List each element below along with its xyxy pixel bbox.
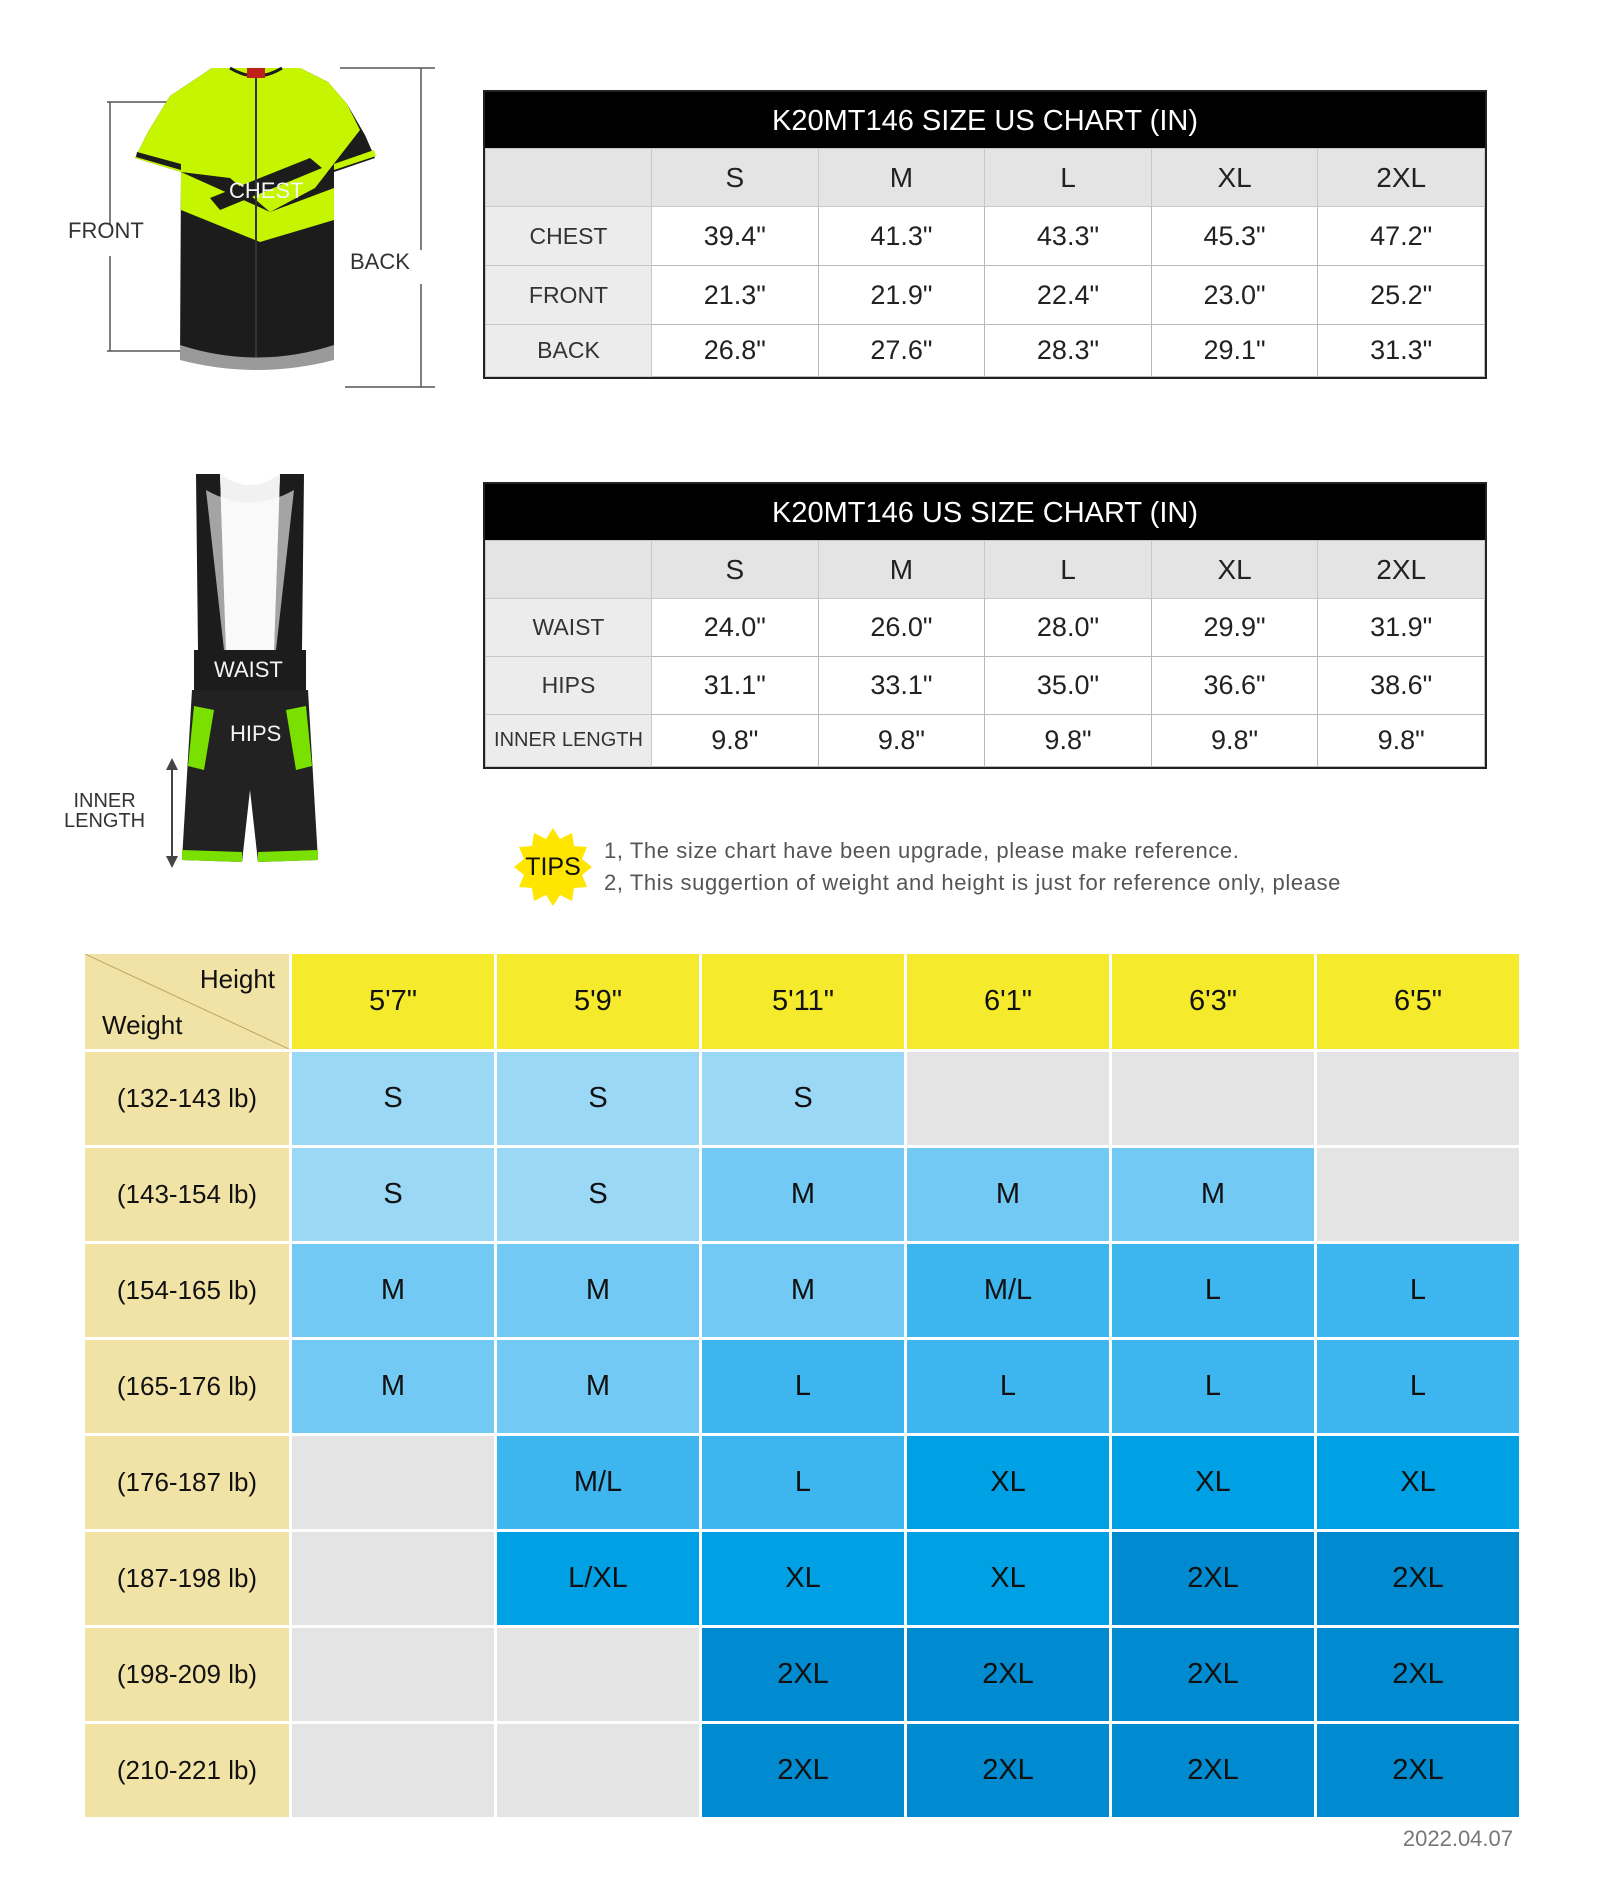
weight-range-label: (165-176 lb)	[85, 1340, 289, 1433]
size-header: M	[818, 541, 985, 599]
weight-height-size-grid	[85, 954, 1519, 1817]
size-cell: 2XL	[1112, 1628, 1314, 1721]
height-header: 5'7"	[292, 954, 494, 1049]
size-cell: L	[702, 1340, 904, 1433]
tip-line-1: 1, The size chart have been upgrade, please make reference.	[604, 838, 1240, 863]
table-cell: 29.1"	[1151, 325, 1318, 377]
tip-line-2: 2, This suggertion of weight and height is just for reference only, please	[604, 870, 1341, 895]
weight-range-label: (210-221 lb)	[85, 1724, 289, 1817]
size-cell: 2XL	[907, 1724, 1109, 1817]
weight-range-label: (154-165 lb)	[85, 1244, 289, 1337]
inner-label-line1: INNER	[73, 790, 136, 812]
table-cell: 21.3"	[652, 266, 819, 325]
table-cell: 31.3"	[1318, 325, 1485, 377]
back-label: BACK	[350, 249, 410, 274]
table-cell: 23.0"	[1151, 266, 1318, 325]
size-cell: 2XL	[1317, 1724, 1519, 1817]
table-cell: 43.3"	[985, 207, 1152, 266]
size-header: XL	[1151, 149, 1318, 207]
table-cell: 21.9"	[818, 266, 985, 325]
size-header: S	[652, 149, 819, 207]
jersey-table-title: K20MT146 SIZE US CHART (IN)	[485, 92, 1485, 148]
row-label-back: BACK	[486, 325, 652, 377]
size-cell: 2XL	[1317, 1628, 1519, 1721]
weight-range-label: (176-187 lb)	[85, 1436, 289, 1529]
size-cell: 2XL	[702, 1628, 904, 1721]
front-label: FRONT	[68, 218, 144, 243]
inner-label-line2: LENGTH	[64, 810, 146, 832]
row-label-inner-length: INNER LENGTH	[486, 715, 652, 767]
waist-label: WAIST	[214, 657, 283, 682]
bib-size-table	[483, 482, 1487, 769]
size-header: L	[985, 541, 1152, 599]
size-cell	[292, 1628, 494, 1721]
row-label-front: FRONT	[486, 266, 652, 325]
size-cell: S	[292, 1052, 494, 1145]
table-cell: 26.8"	[652, 325, 819, 377]
table-cell: 41.3"	[818, 207, 985, 266]
table-cell: 29.9"	[1151, 599, 1318, 657]
table-cell: 9.8"	[985, 715, 1152, 767]
size-cell: 2XL	[1317, 1532, 1519, 1625]
table-cell: 31.1"	[652, 657, 819, 715]
size-cell: 2XL	[1112, 1532, 1314, 1625]
table-corner-cell	[486, 149, 652, 207]
weight-range-label: (143-154 lb)	[85, 1148, 289, 1241]
size-cell: S	[292, 1148, 494, 1241]
size-cell: M/L	[907, 1244, 1109, 1337]
row-label-waist: WAIST	[486, 599, 652, 657]
table-cell: 9.8"	[652, 715, 819, 767]
table-cell: 26.0"	[818, 599, 985, 657]
table-cell: 45.3"	[1151, 207, 1318, 266]
size-cell	[1112, 1052, 1314, 1145]
size-cell: L	[1317, 1244, 1519, 1337]
size-cell: XL	[702, 1532, 904, 1625]
size-cell: M	[292, 1340, 494, 1433]
size-cell: L	[1112, 1244, 1314, 1337]
table-cell: 39.4"	[652, 207, 819, 266]
table-cell: 35.0"	[985, 657, 1152, 715]
size-cell: M	[1112, 1148, 1314, 1241]
size-cell: M	[907, 1148, 1109, 1241]
height-axis-label: Height	[199, 964, 275, 994]
table-cell: 28.3"	[985, 325, 1152, 377]
chest-label: CHEST	[229, 178, 304, 203]
size-cell	[497, 1724, 699, 1817]
chart-date: 2022.04.07	[1402, 1826, 1513, 1851]
table-corner-cell	[486, 541, 652, 599]
table-cell: 24.0"	[652, 599, 819, 657]
table-cell: 27.6"	[818, 325, 985, 377]
hips-label: HIPS	[230, 721, 282, 746]
jersey-size-table	[483, 90, 1487, 379]
tips-badge-text: TIPS	[525, 853, 581, 881]
inner-length-label	[64, 791, 145, 831]
size-cell	[292, 1532, 494, 1625]
size-cell: S	[497, 1148, 699, 1241]
weight-axis-label: Weight	[102, 1010, 183, 1040]
size-cell	[1317, 1148, 1519, 1241]
table-cell: 9.8"	[818, 715, 985, 767]
height-header: 6'5"	[1317, 954, 1519, 1049]
table-cell: 9.8"	[1318, 715, 1485, 767]
size-cell	[497, 1628, 699, 1721]
size-cell: M/L	[497, 1436, 699, 1529]
size-cell: 2XL	[907, 1628, 1109, 1721]
size-header: M	[818, 149, 985, 207]
size-cell: S	[702, 1052, 904, 1145]
table-cell: 28.0"	[985, 599, 1152, 657]
table-cell: 22.4"	[985, 266, 1152, 325]
size-cell: L	[1317, 1340, 1519, 1433]
size-cell: M	[702, 1148, 904, 1241]
table-cell: 31.9"	[1318, 599, 1485, 657]
height-header: 6'3"	[1112, 954, 1314, 1049]
grid-corner	[85, 954, 289, 1049]
row-label-hips: HIPS	[486, 657, 652, 715]
table-cell: 38.6"	[1318, 657, 1485, 715]
size-cell: M	[702, 1244, 904, 1337]
size-cell: L	[907, 1340, 1109, 1433]
size-header: 2XL	[1318, 149, 1485, 207]
row-label-chest: CHEST	[486, 207, 652, 266]
size-header: S	[652, 541, 819, 599]
bib-table-title: K20MT146 US SIZE CHART (IN)	[485, 484, 1485, 540]
table-cell: 36.6"	[1151, 657, 1318, 715]
size-cell: 2XL	[1112, 1724, 1314, 1817]
table-cell: 25.2"	[1318, 266, 1485, 325]
size-cell: L	[702, 1436, 904, 1529]
size-cell: L	[1112, 1340, 1314, 1433]
tips-badge-icon	[514, 828, 592, 906]
size-header: XL	[1151, 541, 1318, 599]
height-header: 6'1"	[907, 954, 1109, 1049]
size-cell: M	[497, 1340, 699, 1433]
size-cell: XL	[907, 1532, 1109, 1625]
size-cell	[907, 1052, 1109, 1145]
size-cell	[292, 1436, 494, 1529]
table-cell: 9.8"	[1151, 715, 1318, 767]
size-cell: M	[292, 1244, 494, 1337]
size-header: L	[985, 149, 1152, 207]
height-header: 5'11"	[702, 954, 904, 1049]
size-cell: S	[497, 1052, 699, 1145]
table-cell: 33.1"	[818, 657, 985, 715]
weight-range-label: (198-209 lb)	[85, 1628, 289, 1721]
size-cell	[292, 1724, 494, 1817]
height-header: 5'9"	[497, 954, 699, 1049]
weight-range-label: (132-143 lb)	[85, 1052, 289, 1145]
weight-range-label: (187-198 lb)	[85, 1532, 289, 1625]
size-cell: L/XL	[497, 1532, 699, 1625]
size-cell: XL	[1112, 1436, 1314, 1529]
size-cell: XL	[1317, 1436, 1519, 1529]
size-cell: 2XL	[702, 1724, 904, 1817]
table-cell: 47.2"	[1318, 207, 1485, 266]
size-cell: XL	[907, 1436, 1109, 1529]
size-cell: M	[497, 1244, 699, 1337]
size-header: 2XL	[1318, 541, 1485, 599]
size-cell	[1317, 1052, 1519, 1145]
